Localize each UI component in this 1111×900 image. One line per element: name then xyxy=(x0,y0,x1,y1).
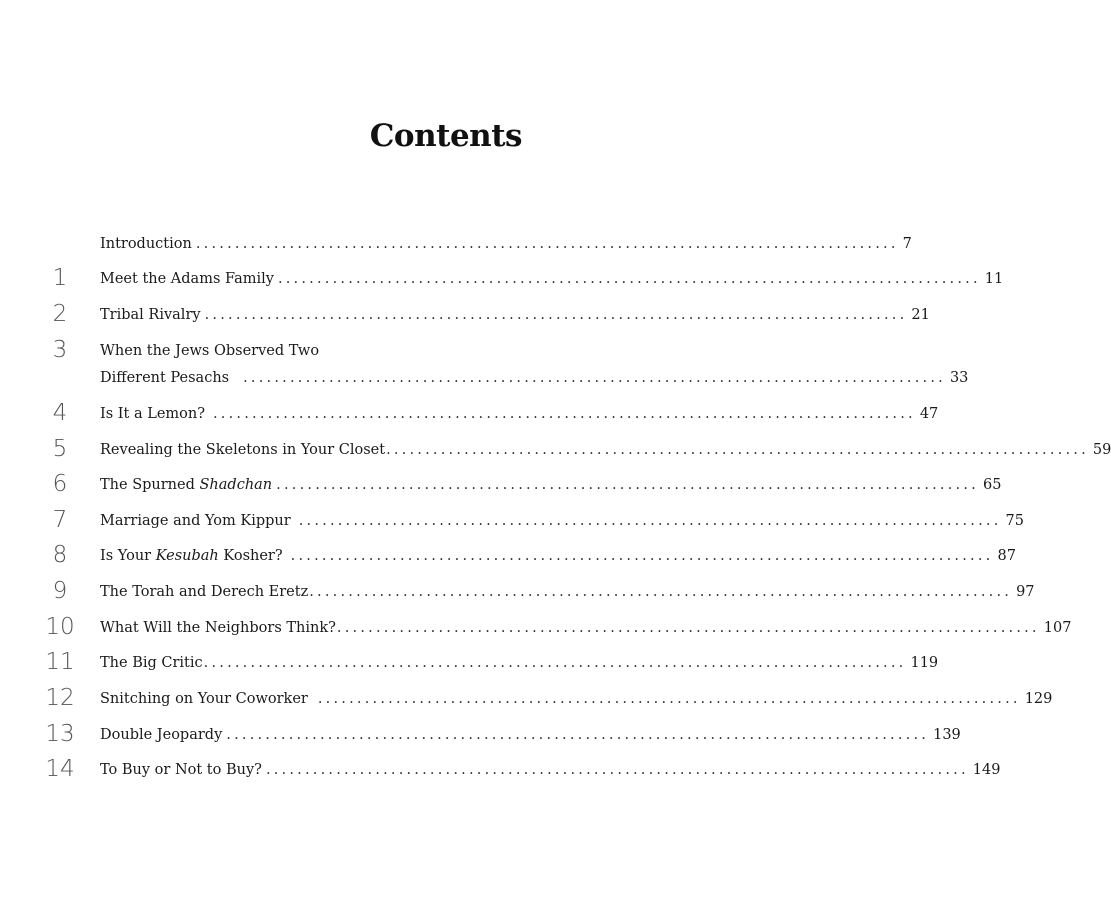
chapter-number: 6 xyxy=(52,471,68,497)
toc-entry-title: Snitching on Your Coworker xyxy=(100,691,308,707)
toc-line xyxy=(100,653,939,673)
chapter-number: 1 xyxy=(52,265,68,291)
toc-entry-title: What Will the Neighbors Think? xyxy=(100,620,336,636)
dot-leader: .......................................................................................... xyxy=(309,584,1013,600)
dot-leader: .......................................................................................... xyxy=(277,271,981,287)
dot-leader: .......................................................................................... xyxy=(298,513,1002,529)
toc-page-number: 107 xyxy=(1043,620,1072,636)
toc-line xyxy=(100,725,961,745)
toc-entry-title: Marriage and Yom Kippur xyxy=(100,513,291,529)
dot-leader: .......................................................................................... xyxy=(276,477,979,493)
toc-page-number: 7 xyxy=(902,236,912,252)
toc-page-number: 129 xyxy=(1024,691,1053,707)
page-title: Contents xyxy=(369,118,522,154)
chapter-number: 7 xyxy=(52,507,68,533)
toc-page-number: 139 xyxy=(933,727,961,743)
toc-entry-title: Meet the Adams Family xyxy=(100,271,274,287)
dot-leader: .......................................................................................... xyxy=(290,548,994,564)
toc-line xyxy=(100,269,1004,289)
toc-page-number: 11 xyxy=(984,271,1004,287)
toc-entry-title: The Torah and Derech Eretz xyxy=(100,584,309,600)
toc-page-number: 119 xyxy=(910,655,939,671)
toc-entry-title: Is Your Kesubah Kosher? xyxy=(100,548,283,564)
toc-page-number: 97 xyxy=(1016,584,1035,600)
toc-page-number: 59 xyxy=(1092,442,1111,458)
toc-entry-title: Different Pesachs xyxy=(100,370,230,386)
toc-page-number: 33 xyxy=(949,370,969,386)
toc-page-number: 75 xyxy=(1005,513,1024,529)
toc-entry-title: Tribal Rivalry xyxy=(100,307,201,323)
chapter-number: 14 xyxy=(45,756,75,782)
toc-page-number: 47 xyxy=(919,406,939,422)
dot-leader: .......................................................................................... xyxy=(265,762,969,778)
chapter-number: 4 xyxy=(52,400,68,426)
dot-leader: .......................................................................................... xyxy=(317,691,1021,707)
dot-leader: .......................................................................................... xyxy=(204,307,908,323)
toc-page-number: 21 xyxy=(911,307,930,323)
toc-line xyxy=(100,582,1035,602)
chapter-number: 11 xyxy=(45,649,75,675)
dot-leader: .......................................................................................... xyxy=(203,655,907,671)
chapter-number: 8 xyxy=(52,542,68,568)
toc-page-number: 87 xyxy=(997,548,1016,564)
toc-page-number: 65 xyxy=(982,477,1002,493)
toc-entry-title: Revealing the Skeletons in Your Closet xyxy=(100,442,386,458)
toc-line xyxy=(100,689,1053,709)
dot-leader: .......................................................................................... xyxy=(213,406,916,422)
toc-entry-title: The Spurned Shadchan xyxy=(100,477,273,493)
dot-leader: .......................................................................................... xyxy=(195,236,899,252)
chapter-number: 9 xyxy=(52,578,68,604)
chapter-number: 5 xyxy=(52,436,68,462)
toc-entry-title: To Buy or Not to Buy? xyxy=(100,762,262,778)
toc-entry-title: Introduction xyxy=(100,236,192,252)
dot-leader: .......................................................................................... xyxy=(386,442,1089,458)
chapter-number: 3 xyxy=(52,337,68,363)
toc-page-number: 149 xyxy=(972,762,1001,778)
dot-leader: .......................................................................................... xyxy=(243,370,946,386)
dot-leader: .......................................................................................... xyxy=(336,620,1040,636)
toc-line xyxy=(100,618,1072,638)
toc-line xyxy=(100,546,1016,566)
chapter-number: 10 xyxy=(45,614,75,640)
toc-line xyxy=(100,404,939,424)
toc-line xyxy=(100,475,1002,495)
toc-line xyxy=(100,234,912,254)
toc-line xyxy=(100,368,969,388)
chapter-number: 2 xyxy=(52,301,68,327)
toc-line xyxy=(100,440,1111,460)
toc-entry-title: Is It a Lemon? xyxy=(100,406,205,422)
chapter-number: 13 xyxy=(45,721,75,747)
toc-entry-title-line-1: When the Jews Observed Two xyxy=(100,343,320,359)
toc-line xyxy=(100,511,1024,531)
toc-line xyxy=(100,305,930,325)
toc-line xyxy=(100,760,1001,780)
chapter-number: 12 xyxy=(45,685,75,711)
toc-entry-title: The Big Critic xyxy=(100,655,203,671)
dot-leader: .......................................................................................... xyxy=(226,727,930,743)
toc-entry-title: Double Jeopardy xyxy=(100,727,223,743)
